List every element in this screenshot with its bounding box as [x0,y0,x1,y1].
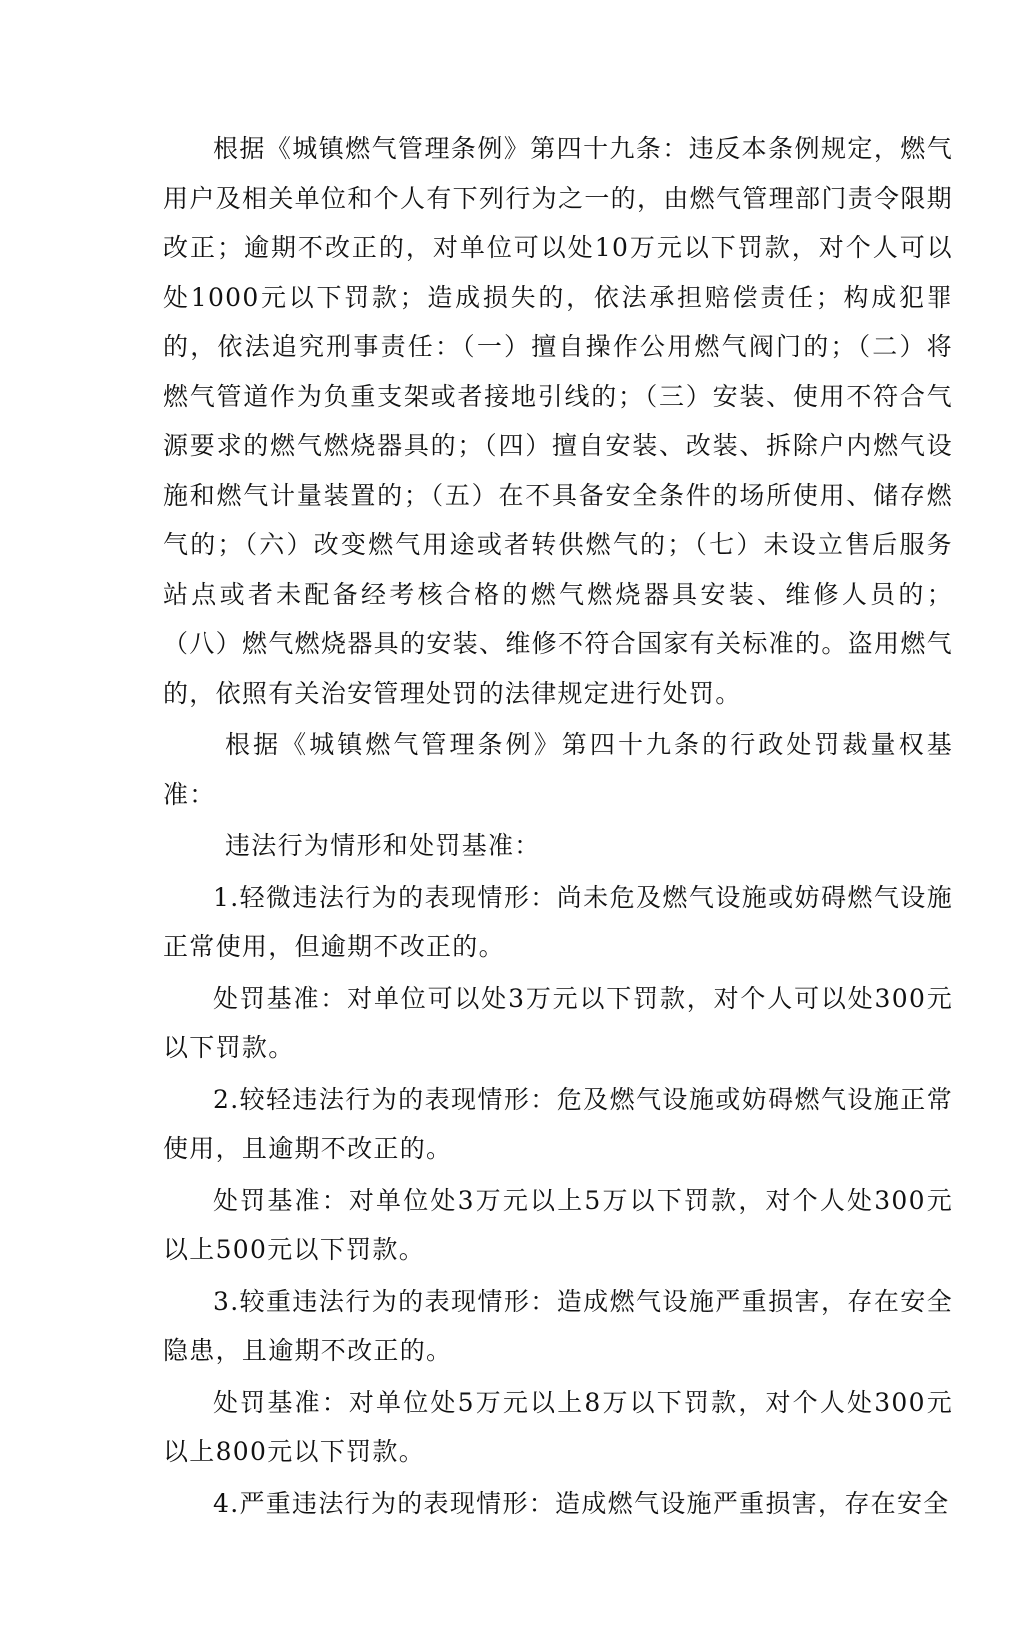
severe-violation-paragraph: 4.严重违法行为的表现情形：造成燃气设施严重损害，存在安全 [213,1488,950,1518]
minor-violation-paragraph: 1.轻微违法行为的表现情形：尚未危及燃气设施或妨碍燃气设施正常使用，但逾期不改正的。 [163,882,953,961]
violation-criteria-heading: 违法行为情形和处罚基准： [225,831,541,860]
minor-penalty-paragraph: 处罚基准：对单位可以处3万元以下罚款，对个人可以处300元以下罚款。 [163,983,953,1062]
discretion-standard-heading: 根据《城镇燃气管理条例》第四十九条的行政处罚裁量权基准： [163,730,953,809]
serious-violation-paragraph: 3.较重违法行为的表现情形：造成燃气设施严重损害，存在安全隐患，且逾期不改正的。 [163,1286,953,1365]
lesser-penalty-paragraph: 处罚基准：对单位处3万元以上5万以下罚款，对个人处300元以上500元以下罚款。 [163,1185,953,1264]
document-body [163,124,953,1528]
serious-penalty-paragraph: 处罚基准：对单位处5万元以上8万以下罚款，对个人处300元以上800元以下罚款。 [163,1387,953,1466]
lesser-violation-paragraph: 2.较轻违法行为的表现情形：危及燃气设施或妨碍燃气设施正常使用，且逾期不改正的。 [163,1084,953,1163]
article-49-paragraph: 根据《城镇燃气管理条例》第四十九条：违反本条例规定，燃气用户及相关单位和个人有下列行为之一的，由燃气管理部门责令限期改正；逾期不改正的，对单位可以处10万元以下罚款，对个人可以处1000元以下罚款；造成损失的，依法承担赔偿责任；构成犯罪的，依法追究刑事责任：（一）擅自操作公用燃气阀门的；（二）将燃气管道作为负重支架或者接地引线的；（三）安装、使用不符合气源要求的燃气燃烧器具的；（四）擅自安装、改装、拆除户内燃气设施和燃气计量装置的；（五）在不具备安全条件的场所使用、储存燃气的；（六）改变燃气用途或者转供燃气的；（七）未设立售后服务站点或者未配备经考核合格的燃气燃烧器具安装、维修人员的；（八）燃气燃烧器具的安装、维修不符合国家有关标准的。盗用燃气的，依照有关治安管理处罚的法律规定进行处罚。 [163,134,953,708]
